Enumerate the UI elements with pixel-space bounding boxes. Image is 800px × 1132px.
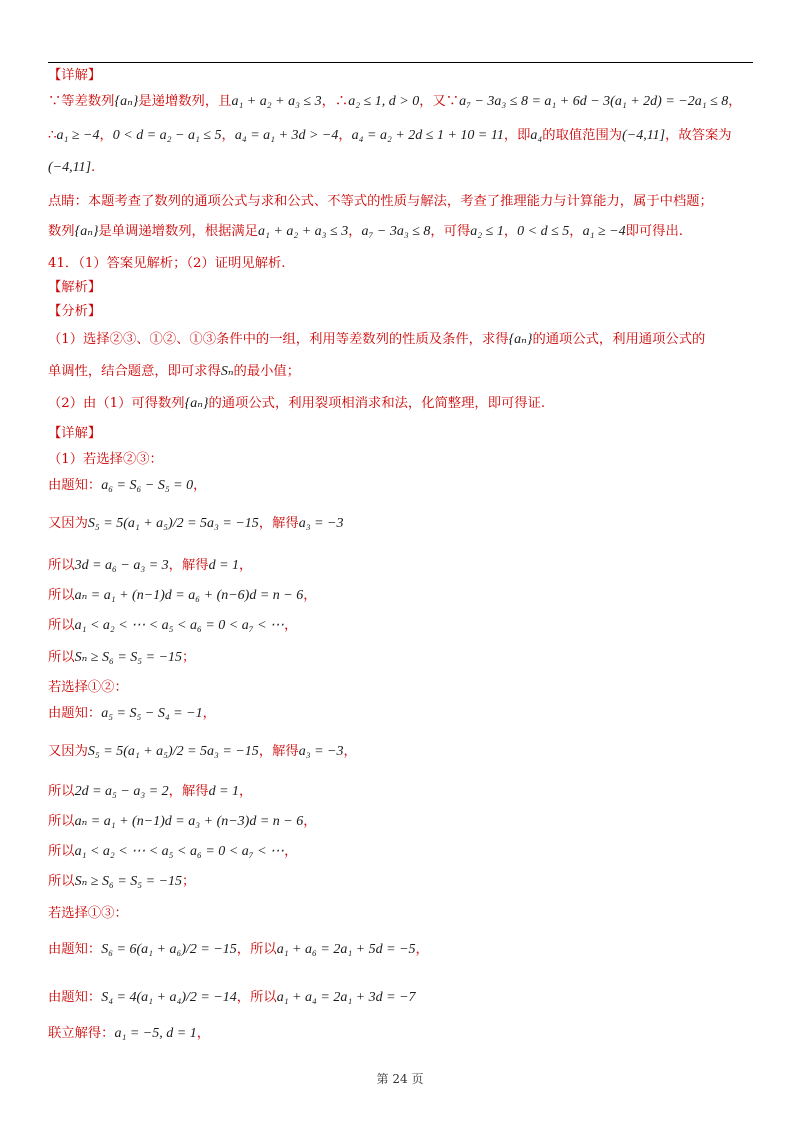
solution-line: 所以a₁ < a₂ < ⋯ < a₅ < a₆ = 0 < a₇ < ⋯， [48, 844, 298, 859]
solution-line: 又因为S₅ = 5(a₁ + a₅)/2 = 5a₃ = −15，解得a₃ = −3， [48, 744, 357, 759]
solution-line: 所以2d = a₅ − a₃ = 2，解得d = 1， [48, 784, 253, 799]
answer-line: 41．（1）答案见解析；（2）证明见解析. [48, 256, 286, 271]
analysis-line: 单调性，结合题意，即可求得Sₙ的最小值； [48, 364, 301, 379]
case-heading: 若选择①③： [48, 906, 128, 921]
comment-line: 点睛：本题考查了数列的通项公式与求和公式、不等式的性质与解法，考查了推理能力与计算能力，属于中档题； [48, 194, 713, 209]
solution-line: 联立解得：a₁ = −5, d = 1， [48, 1026, 210, 1041]
heading-jiexi: 【解析】 [48, 280, 102, 295]
case-heading: （1）若选择②③： [48, 452, 163, 467]
analysis-line: （1）选择②③、①②、①③条件中的一组，利用等差数列的性质及条件，求得{aₙ}的通项公式，利用通项公式的 [48, 332, 706, 347]
heading-fenxi: 【分析】 [48, 304, 102, 319]
solution-line: 由题知：a₆ = S₆ − S₅ = 0， [48, 478, 207, 493]
solution-line: 由题知：a₅ = S₅ − S₄ = −1， [48, 706, 216, 721]
heading-xiangjie: 【详解】 [48, 68, 102, 83]
solution-line: 所以a₁ < a₂ < ⋯ < a₅ < a₆ = 0 < a₇ < ⋯， [48, 618, 298, 633]
solution-line: 又因为S₅ = 5(a₁ + a₅)/2 = 5a₃ = −15，解得a₃ = −3 [48, 516, 344, 531]
solution-line: 所以aₙ = a₁ + (n−1)d = a₆ + (n−6)d = n − 6， [48, 588, 317, 603]
solution-line: 所以aₙ = a₁ + (n−1)d = a₃ + (n−3)d = n − 6， [48, 814, 317, 829]
line: ∵等差数列{aₙ}是递增数列，且a₁ + a₂ + a₃ ≤ 3，∴a₂ ≤ 1, d > 0，又∵a₇ − 3a₃ ≤ 8 = a₁ + 6d − 3(a₁ + 2d) = −2a₁ ≤ 8， [48, 94, 742, 109]
solution-line: 由题知：S₆ = 6(a₁ + a₆)/2 = −15，所以a₁ + a₆ = 2a₁ + 5d = −5， [48, 942, 429, 957]
solution-line: 所以3d = a₆ − a₃ = 3，解得d = 1， [48, 558, 253, 573]
line: (−4,11]. [48, 160, 96, 175]
page-number: 第 24 页 [376, 1072, 424, 1086]
top-rule [48, 62, 753, 63]
case-heading: 若选择①②： [48, 680, 128, 695]
solution-line: 所以Sₙ ≥ S₆ = S₅ = −15； [48, 874, 196, 889]
solution-line: 由题知：S₄ = 4(a₁ + a₄)/2 = −14，所以a₁ + a₄ = 2a₁ + 3d = −7 [48, 990, 416, 1005]
comment-line: 数列{aₙ}是单调递增数列，根据满足a₁ + a₂ + a₃ ≤ 3，a₇ − 3a₃ ≤ 8，可得a₂ ≤ 1，0 < d ≤ 5，a₁ ≥ −4即可得出. [48, 224, 683, 239]
analysis-line: （2）由（1）可得数列{aₙ}的通项公式，利用裂项相消求和法，化简整理，即可得证. [48, 396, 546, 411]
heading-xiangjie: 【详解】 [48, 426, 102, 441]
solution-line: 所以Sₙ ≥ S₆ = S₅ = −15； [48, 650, 196, 665]
line: ∴a₁ ≥ −4，0 < d = a₂ − a₁ ≤ 5，a₄ = a₁ + 3d > −4，a₄ = a₂ + 2d ≤ 1 + 10 = 11，即a₄的取值范围为(−4,11]，故答案为 [48, 128, 732, 143]
